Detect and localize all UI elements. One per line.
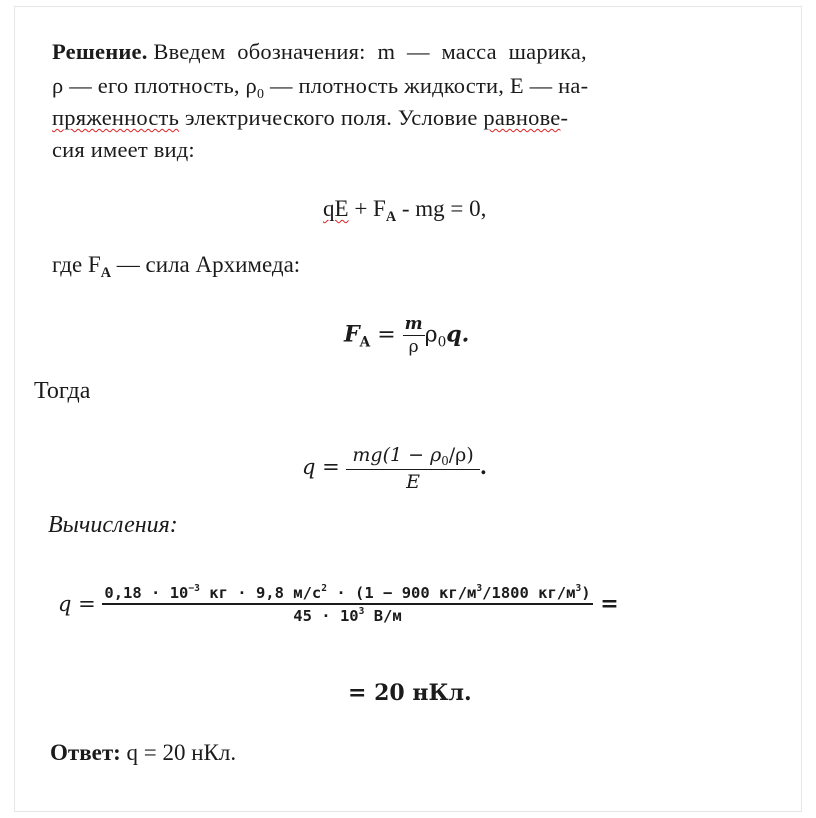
eq3-numerator-sub: 0 (441, 454, 449, 469)
eq4-tail: = (592, 591, 619, 618)
equation-archimedes (344, 314, 469, 357)
eq4-num-sup2: 2 (321, 583, 328, 594)
eq4-den-a: 45 · 10 (293, 607, 359, 626)
eq2-lhs-F: F (344, 321, 360, 348)
fraction-bar (102, 603, 592, 605)
eq4-fraction (102, 583, 592, 625)
answer-line (50, 740, 236, 766)
where-tail: — сила Архимеда: (111, 252, 301, 277)
eq3-fraction (346, 444, 479, 493)
answer-label: Ответ: (50, 740, 121, 765)
misspelled-word: равнове (483, 105, 561, 130)
eq4-num-a: 0,18 · 10 (104, 584, 189, 603)
result-line (348, 680, 472, 706)
fraction-bar (403, 335, 425, 336)
where-subscript-A: A (100, 264, 112, 281)
equation-numeric (58, 583, 619, 625)
solution-line2-tail: — плотность жидкости, E — на- (264, 73, 589, 98)
then-label: Тогда (34, 378, 91, 404)
eq4-den-b: В/м (364, 607, 402, 626)
eq3-period: . (479, 454, 488, 480)
eq4-den-sup: 3 (358, 606, 365, 618)
eq4-num-sup3: 3 (476, 583, 483, 594)
solution-heading: Решение. (52, 39, 148, 64)
solution-line-3 (52, 102, 790, 134)
eq2-lhs-sub: A (359, 334, 371, 351)
eq4-lhs: q = (58, 592, 103, 617)
eq4-num-e: ) (581, 584, 591, 603)
answer-value: q = 20 нКл. (120, 740, 237, 765)
eq4-denominator (102, 606, 592, 625)
where-text: где F (52, 252, 101, 277)
where-line (52, 252, 300, 282)
eq2-numerator: m (404, 314, 423, 334)
solution-paragraph (52, 36, 790, 166)
rho-symbol: ρ (52, 73, 64, 98)
eq1-subscript-A: A (385, 208, 397, 225)
eq4-num-sup1: −3 (188, 583, 200, 594)
solution-line2-text: — его плотность, ρ (63, 73, 257, 98)
solution-line-1 (52, 36, 790, 68)
calculations-label-text: Вычисления: (48, 512, 178, 538)
eq4-num-c: · (1 − 900 кг/м (327, 584, 477, 603)
eq2-denominator: ρ (408, 337, 419, 357)
eq4-num-b: кг · 9,8 м/с (199, 584, 322, 603)
equation-charge (302, 444, 487, 493)
eq4-numerator (102, 583, 592, 602)
solution-line-2 (52, 70, 790, 102)
eq2-rho-sub: 0 (437, 334, 447, 351)
hyphen: - (560, 105, 569, 130)
solution-line-4 (52, 134, 790, 166)
eq2-fraction (403, 314, 425, 357)
eq4-num-sup4: 3 (575, 583, 582, 594)
eq1-plus-F: + F (348, 196, 386, 221)
eq2-tail: q. (446, 321, 470, 348)
equation-equilibrium (323, 196, 486, 226)
result-text: = 20 нКл. (348, 680, 472, 706)
eq1-qE: qE (323, 196, 349, 221)
rho0-subscript: 0 (256, 86, 265, 102)
eq3-numerator (346, 444, 479, 468)
eq3-lhs: q = (302, 455, 347, 480)
eq2-rho: ρ (424, 322, 438, 348)
eq3-numerator-main: mg(1 − ρ (352, 444, 442, 466)
fraction-bar (346, 469, 479, 470)
eq4-num-d: /1800 кг/м (482, 584, 576, 603)
calculations-label (48, 512, 178, 539)
eq3-denominator: E (406, 471, 420, 494)
eq1-tail: - mg = 0, (396, 196, 487, 221)
eq3-numerator-tail: /ρ) (448, 444, 474, 466)
misspelled-word: пряженность (52, 105, 180, 130)
solution-line1-text: Введем обозначения: m — масса шарика, (153, 39, 587, 64)
solution-line3-text: электрического поля. Условие (179, 105, 484, 130)
eq2-equals: = (370, 322, 403, 348)
solution-line4-text: сия имеет вид: (52, 137, 195, 162)
